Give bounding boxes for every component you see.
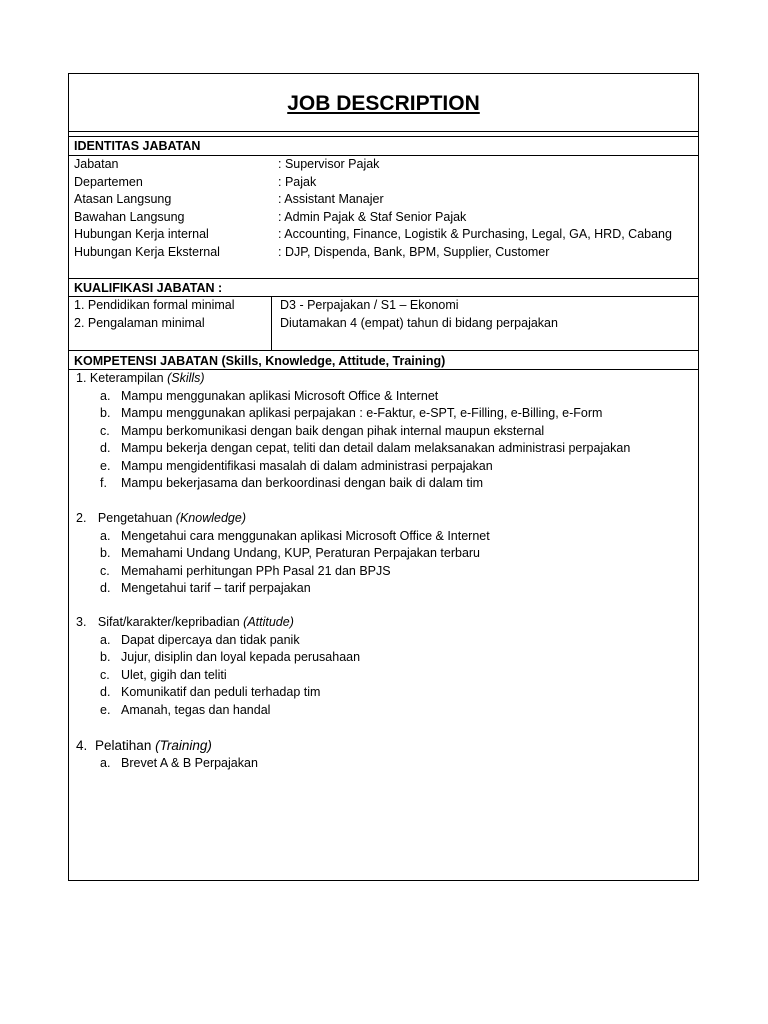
identitas-value: : Supervisor Pajak — [278, 157, 380, 171]
list-marker: a. — [100, 388, 111, 403]
identitas-value: : Pajak — [278, 174, 317, 189]
list-item: Mampu mengidentifikasi masalah di dalam administrasi perpajakan — [121, 458, 493, 473]
list-marker: c. — [100, 667, 110, 682]
list-marker: a. — [100, 632, 111, 647]
list-item: Mampu menggunakan aplikasi perpajakan : e-Faktur, e-SPT, e-Filling, e-Billing, e-Form — [121, 406, 603, 420]
section-heading-kualifikasi: KUALIFIKASI JABATAN : — [74, 281, 223, 295]
group-label-en: (Attitude) — [243, 615, 294, 629]
group-number: 2. — [76, 511, 87, 525]
identitas-label: Hubungan Kerja Eksternal — [74, 244, 220, 259]
list-marker: e. — [100, 702, 111, 717]
list-item: Mengetahui tarif – tarif perpajakan — [121, 581, 311, 595]
group-label-en: (Knowledge) — [175, 511, 246, 525]
list-item: Memahami Undang Undang, KUP, Peraturan Perpajakan terbaru — [121, 546, 481, 560]
list-item: Mengetahui cara menggunakan aplikasi Microsoft Office & Internet — [121, 528, 490, 543]
competency-group-heading — [76, 737, 212, 754]
list-item: Mampu bekerjasama dan berkoordinasi dengan baik di dalam tim — [121, 476, 484, 490]
list-marker: d. — [100, 441, 111, 455]
group-number: 4. — [76, 738, 88, 753]
group-label: Sifat/karakter/kepribadian — [97, 615, 240, 629]
job-description-frame — [68, 73, 699, 881]
group-number: 3. — [76, 615, 87, 629]
list-marker: e. — [100, 458, 111, 473]
list-marker: a. — [100, 528, 111, 543]
list-item: Komunikatif dan peduli terhadap tim — [121, 685, 321, 699]
competency-group-heading — [76, 370, 205, 387]
section-heading-identitas: IDENTITAS JABATAN — [74, 139, 201, 153]
identitas-value: : Assistant Manajer — [278, 192, 384, 206]
list-item: Memahami perhitungan PPh Pasal 21 dan BPJS — [121, 563, 391, 578]
group-label-en: (Training) — [155, 738, 212, 753]
competency-group-heading — [76, 510, 246, 527]
list-marker: f. — [100, 476, 107, 490]
list-marker: b. — [100, 406, 111, 420]
divider — [69, 131, 698, 132]
identitas-value: : DJP, Dispenda, Bank, BPM, Supplier, Customer — [278, 244, 550, 259]
group-label-en: (Skills) — [167, 371, 205, 385]
list-item: Mampu berkomunikasi dengan baik dengan pihak internal maupun eksternal — [121, 423, 545, 438]
competency-group-heading — [76, 614, 294, 631]
identitas-label: Bawahan Langsung — [74, 209, 185, 224]
list-item: Ulet, gigih dan teliti — [121, 667, 227, 682]
list-marker: c. — [100, 563, 110, 578]
list-item: Dapat dipercaya dan tidak panik — [121, 632, 300, 647]
group-label: Pelatihan — [95, 738, 152, 753]
list-item: Mampu bekerja dengan cepat, teliti dan detail dalam melaksanakan administrasi perpajakan — [121, 441, 631, 455]
divider — [69, 278, 698, 279]
kualifikasi-label: 2. Pengalaman minimal — [74, 316, 205, 330]
group-label: Keterampilan — [89, 371, 164, 385]
divider — [69, 155, 698, 156]
identitas-label: Atasan Langsung — [74, 192, 172, 206]
list-item: Brevet A & B Perpajakan — [121, 756, 258, 770]
identitas-label: Jabatan — [74, 157, 119, 171]
list-item: Mampu menggunakan aplikasi Microsoft Office & Internet — [121, 388, 439, 403]
identitas-value: : Accounting, Finance, Logistik & Purchasing, Legal, GA, HRD, Cabang — [278, 227, 672, 241]
group-label: Pengetahuan — [97, 511, 173, 525]
divider — [69, 350, 698, 351]
identitas-label: Hubungan Kerja internal — [74, 227, 209, 241]
list-marker: b. — [100, 650, 111, 664]
identitas-value: : Admin Pajak & Staf Senior Pajak — [278, 209, 467, 224]
identitas-label: Departemen — [74, 174, 143, 189]
kualifikasi-value: Diutamakan 4 (empat) tahun di bidang perpajakan — [280, 316, 558, 330]
group-number: 1. — [76, 371, 87, 385]
kualifikasi-label: 1. Pendidikan formal minimal — [74, 298, 235, 312]
section-heading-kompetensi: KOMPETENSI JABATAN (Skills, Knowledge, Attitude, Training) — [74, 354, 446, 368]
divider — [69, 136, 698, 137]
list-marker: d. — [100, 581, 111, 595]
list-marker: d. — [100, 685, 111, 699]
page-title: JOB DESCRIPTION — [287, 92, 480, 115]
column-divider — [271, 296, 272, 350]
list-marker: c. — [100, 423, 110, 438]
list-marker: a. — [100, 756, 111, 770]
list-item: Jujur, disiplin dan loyal kepada perusahaan — [121, 650, 361, 664]
kualifikasi-value: D3 - Perpajakan / S1 – Ekonomi — [280, 298, 459, 312]
list-item: Amanah, tegas dan handal — [121, 702, 271, 717]
list-marker: b. — [100, 546, 111, 560]
